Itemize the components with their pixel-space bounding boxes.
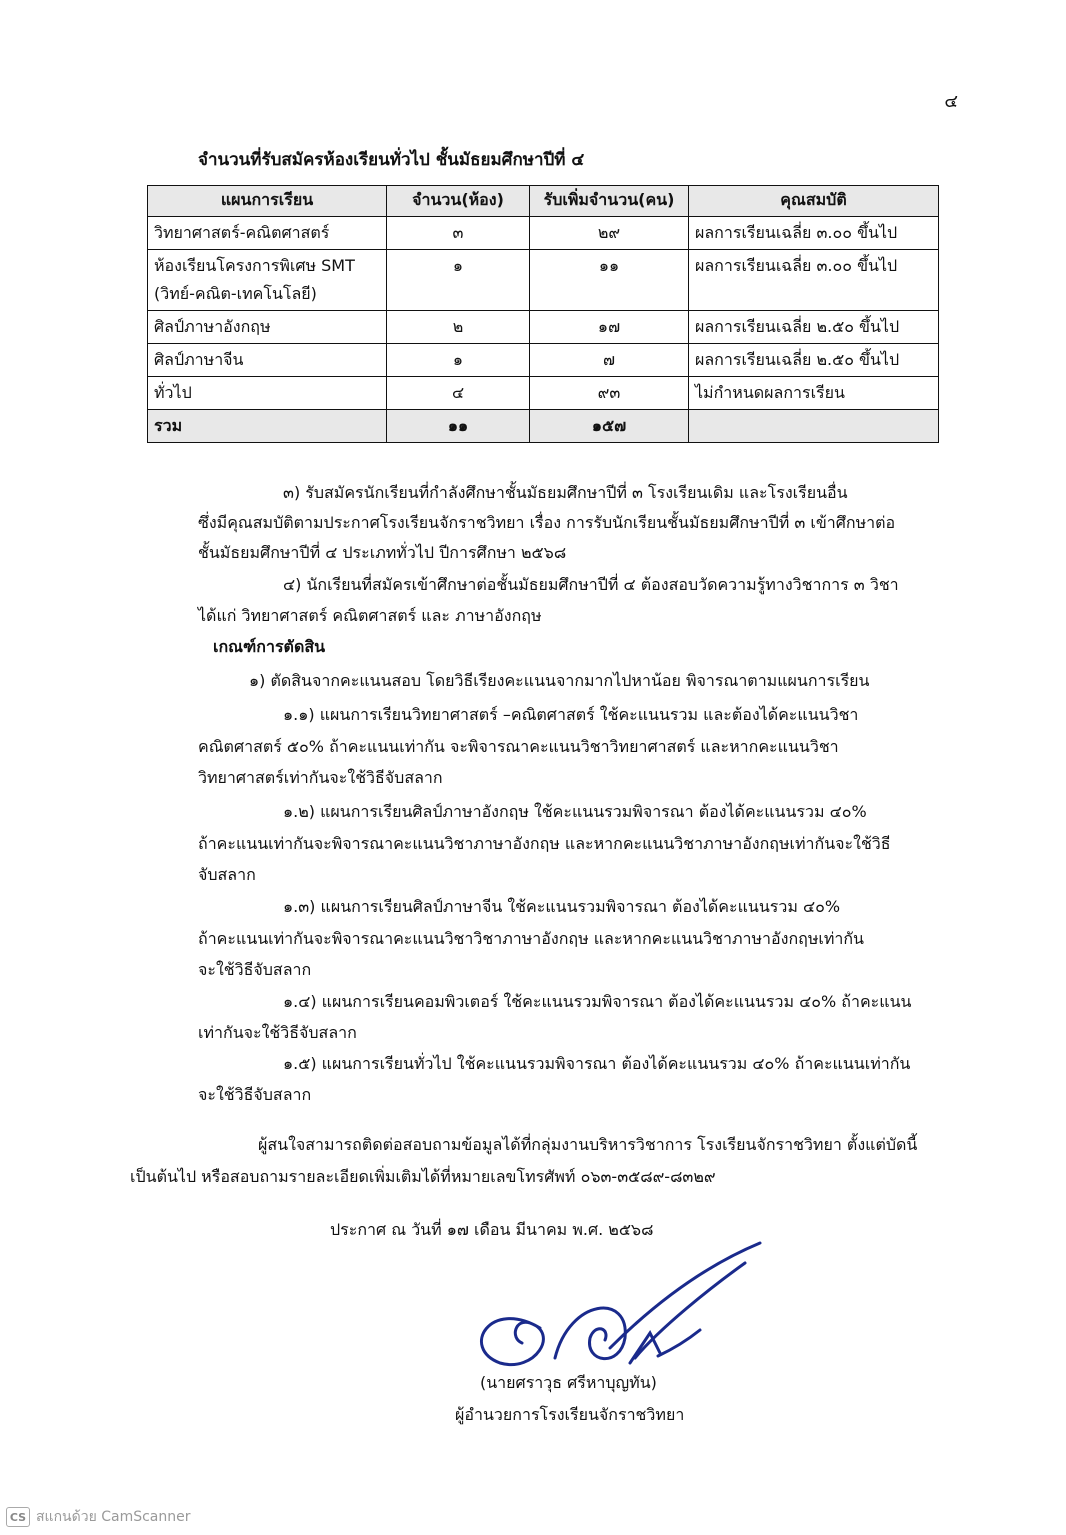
rooms-cell: ๑: [387, 344, 530, 377]
header-rooms: จำนวน(ห้อง): [387, 186, 530, 217]
paragraph-3-line-2: ซึ่งมีคุณสมบัติตามประกาศโรงเรียนจักราชวิทยา เรื่อง การรับนักเรียนชั้นมัธยมศึกษาปีที่ ๓ เข้าศึกษาต่อ: [198, 513, 896, 532]
signer-name: (นายศราวุธ ศรีหาบุญทัน): [480, 1373, 657, 1392]
table-row: [148, 250, 939, 311]
rooms-cell: ๓: [387, 217, 530, 250]
total-label: รวม: [148, 410, 387, 443]
qualification-cell: ผลการเรียนเฉลี่ย ๓.๐๐ ขึ้นไป: [689, 250, 939, 311]
criteria-1-2-line-3: จับสลาก: [198, 865, 256, 884]
table-row: [148, 217, 939, 250]
criteria-1-5-line-1: ๑.๕) แผนการเรียนทั่วไป ใช้คะแนนรวมพิจารณา ต้องได้คะแนนรวม ๔๐% ถ้าคะแนนเท่ากัน: [283, 1054, 911, 1073]
criteria-heading: เกณฑ์การตัดสิน: [213, 637, 326, 656]
criteria-1-4-line-2: เท่ากันจะใช้วิธีจับสลาก: [198, 1023, 357, 1042]
paragraph-3-line-3: ชั้นมัธยมศึกษาปีที่ ๔ ประเภททั่วไป ปีการศึกษา ๒๕๖๘: [198, 543, 567, 562]
plan-cell: วิทยาศาสตร์-คณิตศาสตร์: [148, 217, 387, 250]
contact-line-1: ผู้สนใจสามารถติดต่อสอบถามข้อมูลได้ที่กลุ่มงานบริหารวิชาการ โรงเรียนจักราชวิทยา ตั้งแต่บัดนี้: [258, 1135, 918, 1154]
criteria-1-1-line-2: คณิตศาสตร์ ๕๐% ถ้าคะแนนเท่ากัน จะพิจารณาคะแนนวิชาวิทยาศาสตร์ และหากคะแนนวิชา: [198, 737, 839, 756]
criteria-1-3-line-3: จะใช้วิธีจับสลาก: [198, 960, 312, 979]
table-row: [148, 377, 939, 410]
table-header-row: [148, 186, 939, 217]
contact-line-2: เป็นต้นไป หรือสอบถามรายละเอียดเพิ่มเติมได้ที่หมายเลขโทรศัพท์ ๐๖๓-๓๕๘๙-๘๓๒๙: [130, 1167, 716, 1186]
criteria-1-2-line-1: ๑.๒) แผนการเรียนศิลป์ภาษาอังกฤษ ใช้คะแนนรวมพิจารณา ต้องได้คะแนนรวม ๔๐%: [283, 802, 867, 821]
criteria-1-1-line-3: วิทยาศาสตร์เท่ากันจะใช้วิธีจับสลาก: [198, 768, 443, 787]
qualification-cell: ผลการเรียนเฉลี่ย ๒.๕๐ ขึ้นไป: [689, 311, 939, 344]
students-cell: ๙๓: [530, 377, 689, 410]
plan-line-1: ห้องเรียนโครงการพิเศษ SMT: [154, 256, 355, 275]
table-total-row: [148, 410, 939, 443]
announcement-date: ประกาศ ณ วันที่ ๑๗ เดือน มีนาคม พ.ศ. ๒๕๖๘: [330, 1220, 654, 1239]
total-qualification: [689, 410, 939, 443]
rooms-cell: ๑: [387, 250, 530, 311]
total-students: ๑๕๗: [530, 410, 689, 443]
header-students: รับเพิ่มจำนวน(คน): [530, 186, 689, 217]
header-plan: แผนการเรียน: [148, 186, 387, 217]
plan-cell: [148, 250, 387, 311]
criteria-1-2-line-2: ถ้าคะแนนเท่ากันจะพิจารณาคะแนนวิชาภาษาอังกฤษ และหากคะแนนวิชาภาษาอังกฤษเท่ากันจะใช้วิธี: [198, 834, 891, 853]
students-cell: ๒๙: [530, 217, 689, 250]
qualification-cell: ไม่กำหนดผลการเรียน: [689, 377, 939, 410]
students-cell: ๑๑: [530, 250, 689, 311]
qualification-cell: ผลการเรียนเฉลี่ย ๓.๐๐ ขึ้นไป: [689, 217, 939, 250]
paragraph-4-line-2: ได้แก่ วิทยาศาสตร์ คณิตศาสตร์ และ ภาษาอังกฤษ: [198, 606, 542, 625]
students-cell: ๑๗: [530, 311, 689, 344]
admission-table: [147, 185, 939, 443]
criteria-1-3-line-1: ๑.๓) แผนการเรียนศิลป์ภาษาจีน ใช้คะแนนรวมพิจารณา ต้องได้คะแนนรวม ๔๐%: [283, 897, 841, 916]
scanner-watermark: [6, 1506, 191, 1528]
plan-cell: ศิลป์ภาษาจีน: [148, 344, 387, 377]
criteria-1-4-line-1: ๑.๔) แผนการเรียนคอมพิวเตอร์ ใช้คะแนนรวมพิจารณา ต้องได้คะแนนรวม ๔๐% ถ้าคะแนน: [283, 992, 912, 1011]
plan-cell: ศิลป์ภาษาอังกฤษ: [148, 311, 387, 344]
plan-cell: ทั่วไป: [148, 377, 387, 410]
header-qualification: คุณสมบัติ: [689, 186, 939, 217]
rooms-cell: ๔: [387, 377, 530, 410]
paragraph-3-line-1: ๓) รับสมัครนักเรียนที่กำลังศึกษาชั้นมัธยมศึกษาปีที่ ๓ โรงเรียนเดิม และโรงเรียนอื่น: [283, 483, 848, 502]
scanner-text: สแกนด้วย CamScanner: [36, 1509, 191, 1525]
paragraph-4-line-1: ๔) นักเรียนที่สมัครเข้าศึกษาต่อชั้นมัธยมศึกษาปีที่ ๔ ต้องสอบวัดความรู้ทางวิชาการ ๓ วิชา: [283, 575, 899, 594]
criteria-1-1-line-1: ๑.๑) แผนการเรียนวิทยาศาสตร์ –คณิตศาสตร์ ใช้คะแนนรวม และต้องได้คะแนนวิชา: [283, 705, 859, 724]
signer-position: ผู้อำนวยการโรงเรียนจักราชวิทยา: [455, 1405, 685, 1424]
table-title: จำนวนที่รับสมัครห้องเรียนทั่วไป ชั้นมัธยมศึกษาปีที่ ๔: [198, 150, 585, 170]
total-rooms: ๑๑: [387, 410, 530, 443]
criteria-1-3-line-2: ถ้าคะแนนเท่ากันจะพิจารณาคะแนนวิชาวิชาภาษาอังกฤษ และหากคะแนนวิชาภาษาอังกฤษเท่ากัน: [198, 929, 864, 948]
qualification-cell: ผลการเรียนเฉลี่ย ๒.๕๐ ขึ้นไป: [689, 344, 939, 377]
rooms-cell: ๒: [387, 311, 530, 344]
criteria-1: ๑) ตัดสินจากคะแนนสอบ โดยวิธีเรียงคะแนนจากมากไปหาน้อย พิจารณาตามแผนการเรียน: [249, 671, 870, 690]
table-row: [148, 344, 939, 377]
camscanner-logo-icon: CS: [6, 1507, 30, 1527]
criteria-1-5-line-2: จะใช้วิธีจับสลาก: [198, 1085, 312, 1104]
plan-line-2: (วิทย์-คณิต-เทคโนโลยี): [154, 284, 317, 303]
students-cell: ๗: [530, 344, 689, 377]
signature-mark: [460, 1238, 780, 1388]
page-number: ๔: [944, 91, 958, 112]
table-row: [148, 311, 939, 344]
